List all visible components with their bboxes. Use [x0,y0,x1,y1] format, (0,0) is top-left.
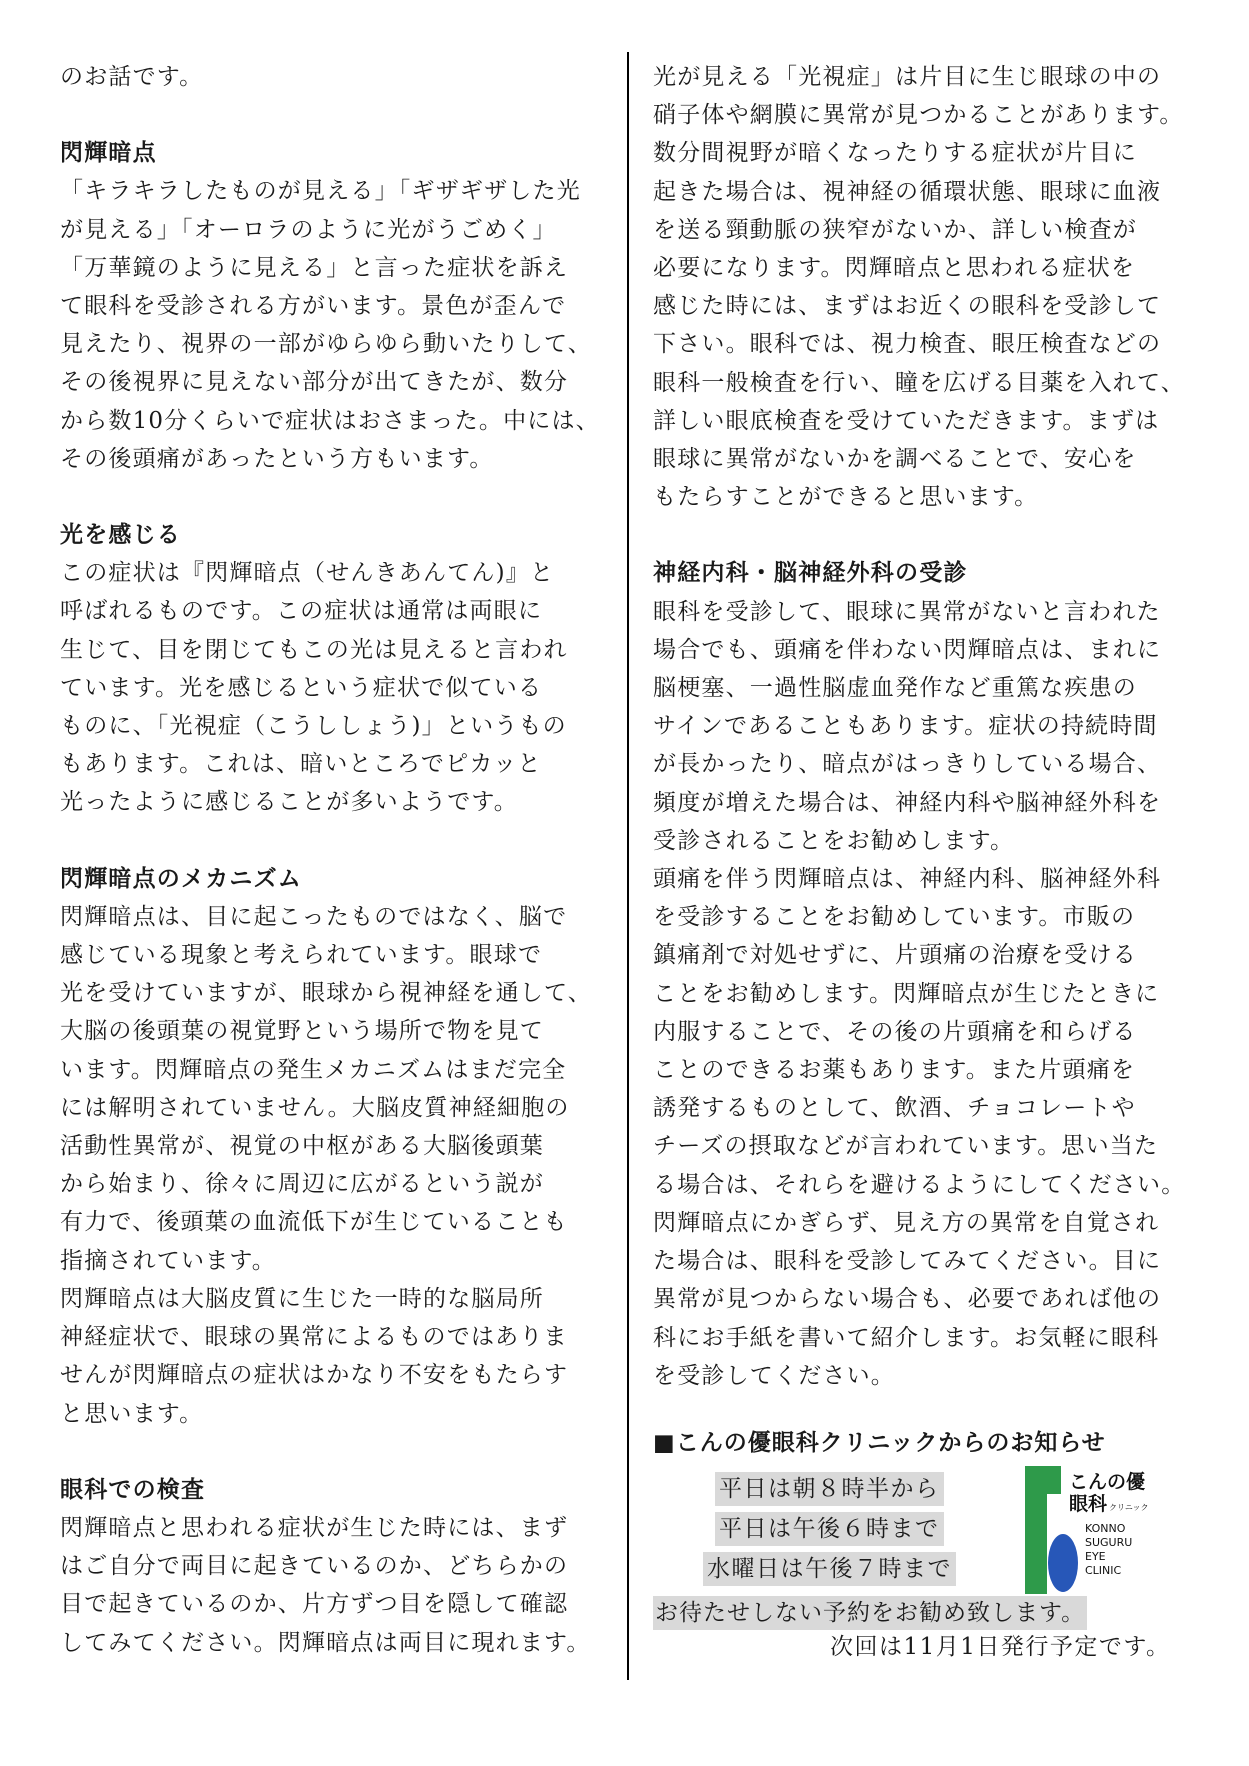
text-line: 神経症状で、眼球の異常によるものではありま [60,1324,568,1351]
text-line: 見えたり、視界の一部がゆらゆら動いたりして、 [60,331,592,358]
text-line: います。閃輝暗点の発生メカニズムはまだ完全 [60,1056,567,1083]
section-heading: 閃輝暗点 [60,139,157,167]
text-line: 起きた場合は、視神経の循環状態、眼球に血液 [653,178,1162,205]
right-column [653,58,1198,1395]
next-issue-note: 次回は11月1日発行予定です。 [830,1634,1171,1660]
text-line: 頭痛を伴う閃輝暗点は、神経内科、脳神経外科 [653,866,1162,893]
section-body [60,554,605,821]
text-line: 閃輝暗点は、目に起こったものではなく、脳で [60,903,568,930]
logo-green-bar [1025,1466,1047,1594]
text-line: 詳しい眼底検査を受けていただきます。まずは [653,407,1160,434]
column-divider [627,52,629,1680]
text-line: その後視界に見えない部分が出てきたが、数分 [60,369,569,396]
text-line: はご自分で両目に起きているのか、どちらかの [60,1553,569,1580]
text-line: 誘発するものとして、飲酒、チョコレートや [653,1095,1136,1122]
logo-en-line: KONNO [1085,1522,1126,1535]
text-line: ことのできるお薬もあります。また片頭痛を [653,1057,1136,1084]
text-line: 数分間視野が暗くなったりする症状が片目に [653,140,1137,167]
logo-name-line1: こんの優 [1069,1471,1146,1493]
logo-en-line: SUGURU [1085,1536,1133,1549]
text-line: 場合でも、頭痛を伴わない閃輝暗点は、まれに [653,636,1162,663]
text-line: 目で起きているのか、片方ずつ目を隠して確認 [60,1591,569,1618]
text-line: 光が見える「光視症」は片目に生じ眼球の中の [653,64,1162,90]
text-line: 脳梗塞、一過性脳虚血発作など重篤な疾患の [653,675,1137,702]
text-line: 「万華鏡のように見える」と言った症状を訴え [60,254,569,281]
section-body [60,898,605,1433]
text-line: 呼ばれるものです。この症状は通常は両眼に [60,598,543,625]
text-line: が見える」「オーロラのように光がうごめく」 [60,216,557,243]
text-line: 頻度が増えた場合は、神経内科や脳神経外科を [653,789,1162,816]
text-line: 内服することで、その後の片頭痛を和らげる [653,1018,1137,1045]
text-line: せんが閃輝暗点の症状はかなり不安をもたらす [60,1362,569,1389]
text-line: から数10分くらいで症状はおさまった。中には、 [60,407,600,434]
logo-name-line2: 眼科 [1069,1493,1108,1515]
text-line: 活動性異常が、視覚の中枢がある大脳後頭葉 [60,1133,544,1160]
text-line: ています。光を感じるという症状で似ている [60,674,543,701]
text-line: を受診してください。 [653,1362,895,1389]
text-line: 閃輝暗点にかぎらず、見え方の異常を自覚され [653,1209,1160,1236]
text-line: 必要になります。閃輝暗点と思われる症状を [653,255,1136,282]
text-line: 硝子体や網膜に異常が見つかることがあります。 [653,102,1184,129]
section-body [653,58,1198,516]
text-line: この症状は『閃輝暗点（せんきあんてん)』と [60,560,555,587]
intro-text [60,58,605,96]
text-line: 受診されることをお勧めします。 [653,827,1015,854]
text-line: 眼科を受診して、眼球に異常がないと言われた [653,598,1161,625]
text-line: してみてください。閃輝暗点は両目に現れます。 [60,1629,591,1656]
text-line: を受診することをお勧めしています。市販の [653,904,1136,931]
text-line: 下さい。眼科では、視力検査、眼圧検査などの [653,331,1162,358]
logo-en-line: EYE [1085,1550,1106,1563]
text-line: 感じた時には、まずはお近くの眼科を受診して [653,293,1162,320]
text-line: 光ったように感じることが多いようです。 [60,789,518,816]
section-heading: 閃輝暗点のメカニズム [60,864,302,892]
text-line: ものに、「光視症（こうししょう)」というもの [60,713,567,740]
text-line: 「キラキラしたものが見える」「ギザギザした光 [60,178,581,205]
text-line: 指摘されています。 [60,1247,276,1274]
text-line: 大脳の後頭葉の視覚野という場所で物を見て [60,1018,544,1045]
notice-title: ■こんの優眼科クリニックからのお知らせ [653,1430,1106,1456]
text-line: 異常が見つからない場合も、必要であれば他の [653,1286,1162,1313]
text-line: 眼球に異常がないかを調べることで、安心を [653,446,1137,473]
text-line: 閃輝暗点は大脳皮質に生じた一時的な脳局所 [60,1285,544,1312]
text-line: る場合は、それらを避けるようにしてください。 [653,1171,1186,1198]
text-line: その後頭痛があったという方もいます。 [60,445,494,472]
text-line: 有力で、後頭葉の血流低下が生じていることも [60,1209,568,1236]
section-body [653,593,1198,1395]
section-heading: 光を感じる [60,521,181,549]
text-line: から始まり、徐々に周辺に広がるという説が [60,1171,544,1198]
logo-name-suffix: クリニック [1109,1503,1149,1512]
text-line: サインであることもあります。症状の持続時間 [653,713,1158,740]
left-column [60,58,605,1662]
section-body [60,172,605,478]
text-line: チーズの摂取などが言われています。思い当た [653,1133,1159,1160]
logo-en-line: CLINIC [1085,1564,1122,1577]
section-heading: 眼科での検査 [60,1475,206,1503]
text-line: と思います。 [60,1400,204,1427]
section-body [60,1509,605,1662]
clinic-logo [1025,1466,1175,1594]
text-line: 光を受けていますが、眼球から視神経を通して、 [60,980,592,1007]
text-line: た場合は、眼科を受診してみてください。目に [653,1248,1162,1275]
text-line: を送る頸動脈の狭窄がないか、詳しい検査が [653,216,1137,243]
text-line: が長かったり、暗点がはっきりしている場合、 [653,751,1162,778]
logo-blue-oval [1048,1534,1078,1592]
text-line: には解明されていません。大脳皮質神経細胞の [60,1094,570,1121]
section-heading: 神経内科・脳神経外科の受診 [653,559,968,587]
logo-green-cap [1047,1466,1061,1494]
hours-line: 平日は朝８時半から [715,1472,944,1506]
text-line: 閃輝暗点と思われる症状が生じた時には、まず [60,1514,569,1541]
text-line: もたらすことができると思います。 [653,484,1039,511]
reservation-note: お待たせしない予約をお勧め致します。 [653,1596,1087,1630]
text-line: 鎮痛剤で対処せずに、片頭痛の治療を受ける [653,942,1137,969]
text-line: て眼科を受診される方がいます。景色が歪んで [60,293,567,320]
text-line: 生じて、目を閉じてもこの光は見えると言われ [60,636,568,663]
hours-line: 平日は午後６時まで [715,1512,944,1546]
text-line: 眼科一般検査を行い、瞳を広げる目薬を入れて、 [653,369,1185,396]
text-line: のお話です。 [60,64,204,90]
text-line: ことをお勧めします。閃輝暗点が生じたときに [653,980,1160,1007]
text-line: 科にお手紙を書いて紹介します。お気軽に眼科 [653,1324,1160,1351]
text-line: もあります。これは、暗いところでピカッと [60,751,542,778]
clinic-hours [703,1472,956,1592]
hours-line: 水曜日は午後７時まで [703,1552,956,1586]
text-line: 感じている現象と考えられています。眼球で [60,942,543,969]
